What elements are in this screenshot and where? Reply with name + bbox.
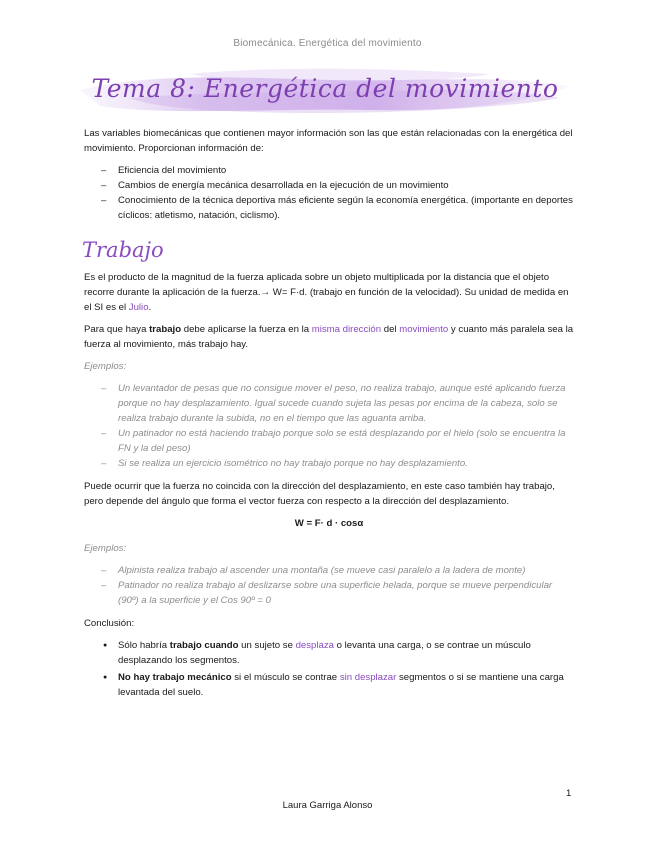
condition-text: Para que haya xyxy=(84,324,150,335)
conclusion-highlight: sin desplazar xyxy=(339,672,397,683)
page-title: Tema 8: Energética del movimiento xyxy=(91,74,559,103)
section-heading: Trabajo xyxy=(82,238,164,262)
intro-paragraph: Las variables biomecánicas que contienen mayor información son las que están relacionadas con la energética del movimiento. Proporcionan información de: xyxy=(84,128,573,154)
angle-paragraph: Puede ocurrir que la fuerza no coincida con la dirección del desplazamiento, en este caso también hay trabajo, pero depende del ángulo que forma el vector fuerza con respecto a la dirección del desplazamiento. xyxy=(84,481,555,507)
condition-paragraph xyxy=(84,322,574,352)
examples-label: Ejemplos: xyxy=(84,543,127,554)
conclusion-label: Conclusión: xyxy=(84,618,135,629)
conclusion-bold: trabajo cuando xyxy=(169,640,239,651)
definition-text: Es el producto de la magnitud de la fuerza aplicada sobre un objeto multiplicada por la distancia que el objeto recorre durante la aplicación de la fuerza.→ W= F·d. (trabajo en función de la velocidad). Su unidad de medida en el SI es el xyxy=(84,272,569,313)
intro-list xyxy=(84,163,574,223)
example-item: – Patinador no realiza trabajo al deslizarse sobre una superficie helada, porque se mueve perpendicular (90º) a la superficie y el Cos 90º = 0 xyxy=(84,578,574,608)
list-item: – Conocimiento de la técnica deportiva más eficiente según la economía energética. (importante en deportes cíclicos: atletismo, natación, ciclismo). xyxy=(84,193,574,223)
example-item: – Un levantador de pesas que no consigue mover el peso, no realiza trabajo, aunque esté aplicando fuerza porque no hay desplazamiento. Igual sucede cuando sujeta las pesas por encima de la cabeza, solo se realiza trabajo durante la subida, no en el tiempo que las aguanta arriba. xyxy=(84,381,574,426)
conclusion-bold: No hay trabajo mecánico xyxy=(118,672,232,683)
condition-text: debe aplicarse la fuerza en la xyxy=(181,324,312,335)
example-item: – Si se realiza un ejercicio isométrico no hay trabajo porque no hay desplazamiento. xyxy=(84,456,574,471)
conclusion-highlight: desplaza xyxy=(295,640,334,651)
page-number: 1 xyxy=(566,788,572,799)
conclusion-text: si el músculo se contrae xyxy=(231,672,340,683)
footer-author: Laura Garriga Alonso xyxy=(282,800,373,811)
condition-bold: trabajo xyxy=(149,324,182,335)
examples-list xyxy=(84,381,574,471)
examples-label: Ejemplos: xyxy=(84,361,127,372)
list-item: – Cambios de energía mecánica desarrollada en la ejecución de un movimiento xyxy=(84,178,574,193)
conclusion-text: segmentos o si se mantiene una carga levantada del suelo. xyxy=(118,672,564,698)
condition-text: del xyxy=(381,324,400,335)
condition-highlight: movimiento xyxy=(399,324,449,335)
conclusion-item xyxy=(84,670,574,700)
running-header: Biomecánica. Energética del movimiento xyxy=(233,38,422,49)
example-item: – Alpinista realiza trabajo al ascender una montaña (se mueve casi paralelo a la ladera de monte) xyxy=(84,563,574,578)
conclusion-text: o levanta una carga, o se contrae un músculo desplazando los segmentos. xyxy=(118,640,531,666)
condition-highlight: misma dirección xyxy=(311,324,382,335)
conclusion-item xyxy=(84,638,574,668)
list-item: – Eficiencia del movimiento xyxy=(84,163,574,178)
unit-highlight: Julio xyxy=(128,302,149,313)
condition-text: y cuanto más paralela sea la fuerza al movimiento, más trabajo hay. xyxy=(84,324,574,350)
examples-list xyxy=(84,563,574,608)
conclusion-text: un sujeto se xyxy=(238,640,296,651)
conclusion-list xyxy=(84,638,574,700)
document-body xyxy=(84,126,574,706)
example-item: – Un patinador no está haciendo trabajo porque solo se está desplazando por el hielo (solo se encuentra la FN y la del peso) xyxy=(84,426,574,456)
work-formula: W = F· d · cosα xyxy=(294,518,364,529)
conclusion-text: Sólo habría xyxy=(118,640,170,651)
definition-end: . xyxy=(148,302,152,313)
title-banner xyxy=(70,60,580,126)
definition-paragraph xyxy=(84,270,574,315)
